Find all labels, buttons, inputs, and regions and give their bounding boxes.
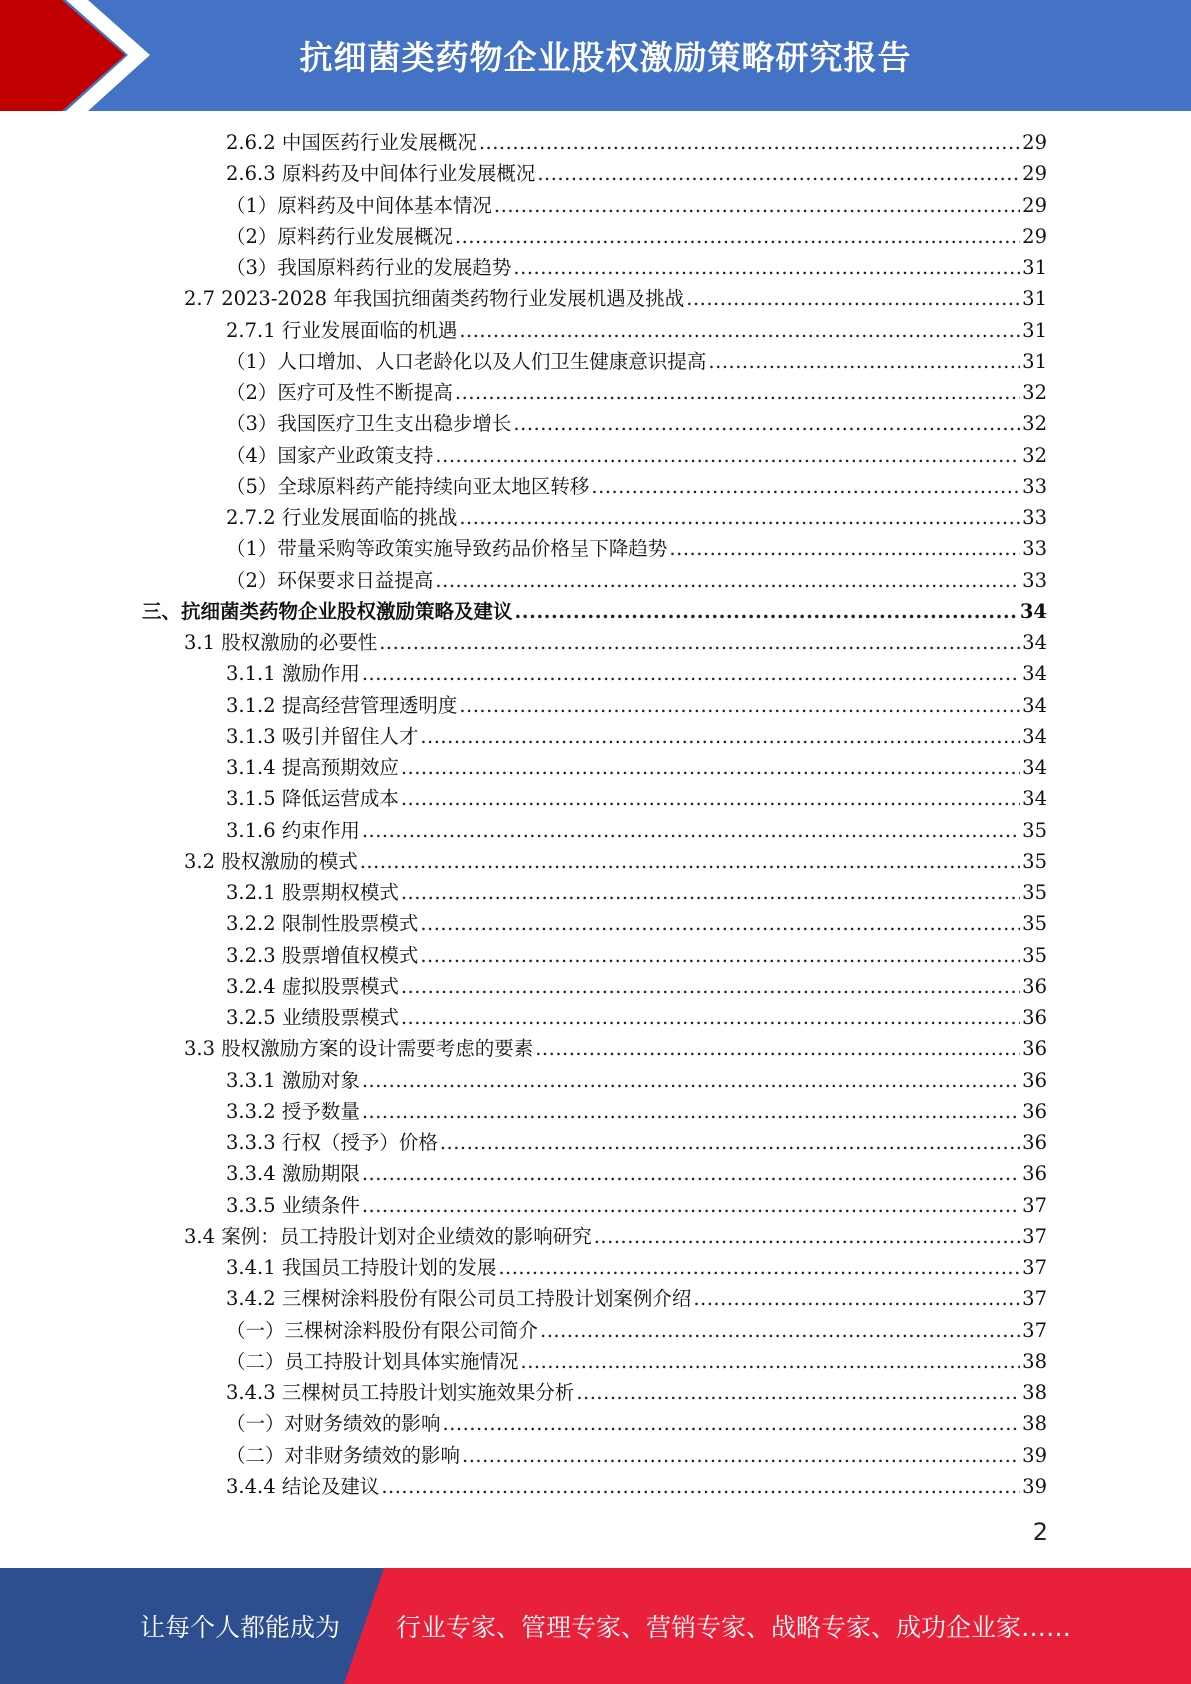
- toc-entry-page: 34: [1022, 693, 1047, 717]
- toc-entry-title: （3）我国原料药行业的发展趋势: [226, 256, 512, 279]
- toc-entry[interactable]: [184, 1221, 1047, 1252]
- toc-entry-title: 3.1 股权激励的必要性: [184, 631, 378, 654]
- toc-entry-page: 36: [1022, 1037, 1047, 1061]
- toc-leader-dots: [515, 596, 1018, 627]
- toc-leader-dots: [513, 252, 1020, 283]
- toc-entry[interactable]: [184, 1033, 1047, 1064]
- toc-leader-dots: [401, 783, 1020, 814]
- toc-entry-title: 3.4.1 我国员工持股计划的发展: [226, 1256, 497, 1279]
- toc-leader-dots: [362, 1190, 1020, 1221]
- toc-entry[interactable]: [226, 377, 1047, 408]
- toc-entry-title: 3.1.3 吸引并留住人才: [226, 724, 419, 748]
- footer-banner: [0, 1568, 1191, 1684]
- toc-leader-dots: [594, 1221, 1020, 1252]
- toc-leader-dots: [576, 1377, 1020, 1408]
- toc-entry-title: 2.6.3 原料药及中间体行业发展概况: [226, 162, 536, 186]
- toc-entry[interactable]: [226, 1471, 1047, 1502]
- toc-leader-dots: [708, 346, 1020, 377]
- toc-entry[interactable]: [226, 721, 1047, 752]
- toc-entry[interactable]: [226, 158, 1047, 189]
- toc-entry[interactable]: [226, 783, 1047, 814]
- toc-entry[interactable]: [226, 971, 1047, 1002]
- toc-entry-title: （2）原料药行业发展概况: [226, 224, 453, 248]
- toc-leader-dots: [401, 877, 1020, 908]
- toc-entry-title: 3.3.4 激励期限: [226, 1162, 360, 1186]
- toc-entry-title: 2.7.1 行业发展面临的机遇: [226, 318, 458, 342]
- toc-leader-dots: [362, 815, 1020, 846]
- toc-leader-dots: [381, 1471, 1020, 1502]
- toc-entry-title: （4）国家产业政策支持: [226, 443, 434, 467]
- toc-entry-page: 38: [1022, 1412, 1047, 1436]
- toc-entry[interactable]: [226, 1002, 1047, 1033]
- toc-entry[interactable]: [226, 1315, 1047, 1346]
- toc-entry-page: 34: [1019, 599, 1047, 623]
- toc-leader-dots: [669, 533, 1020, 564]
- toc-entry-title: 3.4.3 三棵树员工持股计划实施效果分析: [226, 1381, 575, 1404]
- toc-leader-dots: [401, 1002, 1020, 1033]
- toc-entry-page: 34: [1022, 631, 1047, 654]
- toc-leader-dots: [693, 1283, 1020, 1314]
- toc-entry-page: 33: [1022, 568, 1047, 592]
- toc-entry-page: 37: [1022, 1287, 1047, 1311]
- toc-entry[interactable]: [226, 1096, 1047, 1127]
- toc-entry[interactable]: [226, 815, 1047, 846]
- toc-entry[interactable]: [226, 502, 1047, 533]
- toc-entry-title: 3.2.2 限制性股票模式: [226, 912, 419, 936]
- toc-leader-dots: [535, 1033, 1020, 1064]
- toc-entry[interactable]: [226, 1408, 1047, 1439]
- toc-entry-title: 3.1.5 降低运营成本: [226, 787, 399, 811]
- toc-entry-page: 31: [1022, 256, 1047, 279]
- toc-entry[interactable]: [226, 1127, 1047, 1158]
- toc-entry-page: 35: [1022, 881, 1047, 904]
- toc-entry-title: 3.3 股权激励方案的设计需要考虑的要素: [184, 1037, 534, 1061]
- toc-leader-dots: [362, 1158, 1020, 1189]
- toc-entry[interactable]: [226, 533, 1047, 564]
- toc-leader-dots: [459, 502, 1020, 533]
- toc-leader-dots: [479, 127, 1020, 158]
- toc-entry-title: （二）对非财务绩效的影响: [226, 1443, 461, 1467]
- toc-entry-title: 3.3.5 业绩条件: [226, 1193, 360, 1217]
- toc-entry[interactable]: [226, 1346, 1047, 1377]
- toc-entry-page: 36: [1022, 1162, 1047, 1186]
- toc-entry-page: 37: [1022, 1193, 1047, 1217]
- toc-entry-title: 3.3.2 授予数量: [226, 1099, 360, 1123]
- toc-leader-dots: [459, 690, 1020, 721]
- toc-entry-page: 31: [1022, 287, 1047, 311]
- toc-leader-dots: [362, 1096, 1020, 1127]
- toc-leader-dots: [401, 971, 1020, 1002]
- toc-entry-page: 37: [1022, 1256, 1047, 1279]
- toc-leader-dots: [435, 440, 1020, 471]
- toc-leader-dots: [362, 1065, 1020, 1096]
- toc-entry-title: （1）带量采购等政策实施导致药品价格呈下降趋势: [226, 537, 668, 561]
- toc-leader-dots: [537, 158, 1020, 189]
- footer-slogan-right: 行业专家、管理专家、营销专家、战略专家、成功企业家……: [396, 1613, 1072, 1642]
- toc-entry-page: 36: [1022, 974, 1047, 998]
- toc-entry-page: 32: [1022, 381, 1047, 404]
- toc-leader-dots: [401, 752, 1020, 783]
- footer-slogan-left: 让每个人都能成为: [140, 1613, 341, 1642]
- toc-entry[interactable]: [226, 440, 1047, 471]
- toc-leader-dots: [540, 1315, 1020, 1346]
- toc-entry-title: （二）员工持股计划具体实施情况: [226, 1349, 519, 1373]
- toc-entry-page: 35: [1022, 943, 1047, 967]
- toc-entry-page: 32: [1022, 412, 1047, 436]
- toc-entry[interactable]: [226, 690, 1047, 721]
- page-number: 2: [1032, 1518, 1048, 1546]
- toc-entry[interactable]: [226, 190, 1047, 221]
- toc-entry-title: 3.4.4 结论及建议: [226, 1474, 380, 1498]
- toc-entry-page: 35: [1022, 849, 1047, 873]
- toc-entry-page: 37: [1022, 1224, 1047, 1248]
- toc-entry-title: 3.2.3 股票增值权模式: [226, 943, 419, 967]
- toc-leader-dots: [459, 315, 1020, 346]
- toc-entry[interactable]: [226, 346, 1047, 377]
- toc-entry[interactable]: [226, 315, 1047, 346]
- toc-leader-dots: [686, 283, 1020, 314]
- toc-entry-title: 3.1.1 激励作用: [226, 662, 360, 686]
- toc-leader-dots: [455, 221, 1020, 252]
- toc-entry[interactable]: [226, 471, 1047, 502]
- toc-entry-page: 29: [1022, 131, 1047, 154]
- toc-leader-dots: [360, 846, 1020, 877]
- toc-leader-dots: [591, 471, 1020, 502]
- toc-entry-title: 3.2.5 业绩股票模式: [226, 1006, 399, 1029]
- toc-entry[interactable]: [226, 1377, 1047, 1408]
- toc-entry-page: 29: [1022, 193, 1047, 217]
- toc-entry-title: （1）人口增加、人口老龄化以及人们卫生健康意识提高: [226, 349, 707, 373]
- toc-entry-page: 34: [1022, 662, 1047, 686]
- toc-entry-title: （2）环保要求日益提高: [226, 568, 434, 592]
- toc-entry[interactable]: [226, 658, 1047, 689]
- toc-leader-dots: [435, 565, 1020, 596]
- toc-entry-page: 29: [1022, 224, 1047, 248]
- toc-leader-dots: [420, 721, 1020, 752]
- toc-leader-dots: [494, 190, 1020, 221]
- toc-leader-dots: [521, 1346, 1021, 1377]
- toc-entry-title: 3.2.4 虚拟股票模式: [226, 974, 399, 998]
- toc-entry-page: 33: [1022, 506, 1047, 529]
- toc-entry-title: 三、抗细菌类药物企业股权激励策略及建议: [142, 599, 513, 623]
- toc-entry-title: 3.1.6 约束作用: [226, 818, 360, 842]
- toc-entry-title: 3.4.2 三棵树涂料股份有限公司员工持股计划案例介绍: [226, 1287, 692, 1311]
- toc-entry[interactable]: [142, 596, 1047, 627]
- toc-entry-page: 37: [1022, 1318, 1047, 1342]
- toc-entry-page: 35: [1022, 912, 1047, 936]
- toc-entry-title: （1）原料药及中间体基本情况: [226, 193, 492, 217]
- toc-entry[interactable]: [226, 908, 1047, 939]
- toc-entry[interactable]: [184, 627, 1047, 658]
- toc-leader-dots: [443, 1408, 1021, 1439]
- toc-entry-page: 34: [1022, 787, 1047, 811]
- document-title: 抗细菌类药物企业股权激励策略研究报告: [299, 38, 912, 77]
- toc-leader-dots: [420, 908, 1020, 939]
- toc-entry[interactable]: [184, 846, 1047, 877]
- toc-entry[interactable]: [226, 221, 1047, 252]
- toc-entry-page: 33: [1022, 537, 1047, 561]
- toc-entry-title: （一）三棵树涂料股份有限公司简介: [226, 1318, 539, 1342]
- toc-entry[interactable]: [226, 1158, 1047, 1189]
- toc-entry-title: 2.7 2023-2028 年我国抗细菌类药物行业发展机遇及挑战: [184, 287, 685, 311]
- toc-entry[interactable]: [226, 127, 1047, 158]
- toc-entry[interactable]: [226, 1440, 1047, 1471]
- toc-entry[interactable]: [226, 752, 1047, 783]
- header-banner: [0, 0, 1191, 111]
- toc-entry-title: 3.2 股权激励的模式: [184, 849, 358, 873]
- toc-leader-dots: [462, 1440, 1020, 1471]
- toc-entry-title: 3.1.4 提高预期效应: [226, 756, 399, 779]
- toc-entry-page: 31: [1022, 318, 1047, 342]
- toc-entry-page: 31: [1022, 349, 1047, 373]
- toc-entry-page: 38: [1022, 1381, 1047, 1404]
- toc-entry[interactable]: [226, 877, 1047, 908]
- toc-leader-dots: [362, 658, 1020, 689]
- toc-entry-title: 3.4 案例：员工持股计划对企业绩效的影响研究: [184, 1224, 592, 1248]
- toc-entry[interactable]: [226, 1065, 1047, 1096]
- toc-entry-page: 29: [1022, 162, 1047, 186]
- toc-entry-page: 33: [1022, 474, 1047, 498]
- toc-entry-page: 39: [1022, 1474, 1047, 1498]
- toc-entry-page: 34: [1022, 724, 1047, 748]
- toc-entry-page: 35: [1022, 818, 1047, 842]
- toc-entry-title: 3.2.1 股票期权模式: [226, 881, 399, 904]
- toc-entry-page: 38: [1022, 1349, 1047, 1373]
- toc-entry-title: 3.1.2 提高经营管理透明度: [226, 693, 458, 717]
- toc-entry-page: 36: [1022, 1006, 1047, 1029]
- toc-leader-dots: [513, 408, 1020, 439]
- toc-leader-dots: [440, 1127, 1020, 1158]
- toc-entry[interactable]: [226, 565, 1047, 596]
- toc-entry[interactable]: [184, 283, 1047, 314]
- toc-entry-page: 34: [1022, 756, 1047, 779]
- toc-entry-title: 3.3.3 行权（授予）价格: [226, 1131, 438, 1154]
- toc-entry-page: 36: [1022, 1068, 1047, 1092]
- toc-entry-title: （5）全球原料药产能持续向亚太地区转移: [226, 474, 590, 498]
- toc-entry-page: 36: [1022, 1099, 1047, 1123]
- toc-entry-page: 39: [1022, 1443, 1047, 1467]
- toc-entry-title: （3）我国医疗卫生支出稳步增长: [226, 412, 512, 436]
- toc-entry[interactable]: [226, 940, 1047, 971]
- toc-entry-title: 2.7.2 行业发展面临的挑战: [226, 506, 458, 529]
- toc-entry-page: 36: [1022, 1131, 1047, 1154]
- toc-entry-title: 2.6.2 中国医药行业发展概况: [226, 131, 477, 154]
- toc-leader-dots: [455, 377, 1020, 408]
- toc-entry[interactable]: [226, 1283, 1047, 1314]
- toc-entry[interactable]: [226, 252, 1047, 283]
- toc-leader-dots: [420, 940, 1020, 971]
- toc-leader-dots: [379, 627, 1020, 658]
- toc-entry[interactable]: [226, 1252, 1047, 1283]
- toc-entry[interactable]: [226, 1190, 1047, 1221]
- toc-entry[interactable]: [226, 408, 1047, 439]
- toc-entry-page: 32: [1022, 443, 1047, 467]
- toc-entry-title: （一）对财务绩效的影响: [226, 1412, 441, 1436]
- toc-entry-title: （2）医疗可及性不断提高: [226, 381, 453, 404]
- toc-leader-dots: [498, 1252, 1020, 1283]
- toc-entry-title: 3.3.1 激励对象: [226, 1068, 360, 1092]
